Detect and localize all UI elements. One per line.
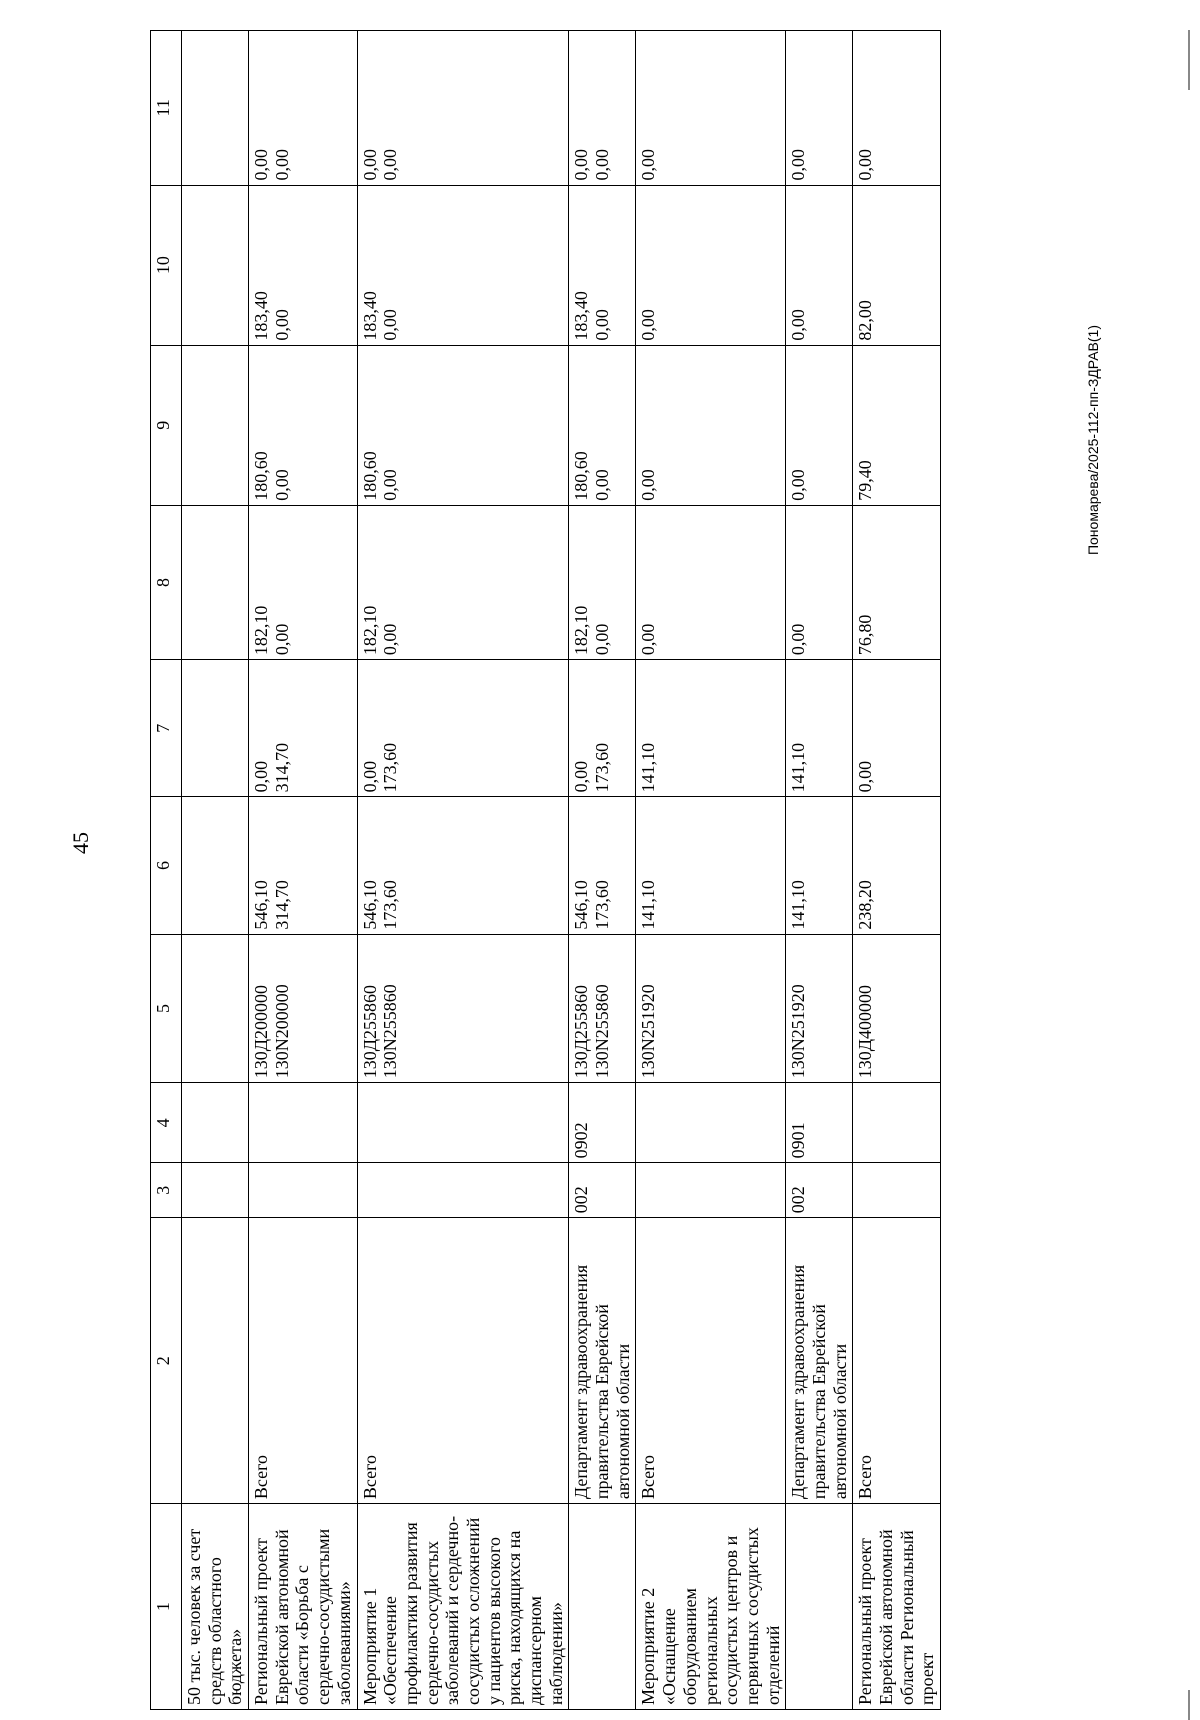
table-cell: 0,00 bbox=[853, 660, 941, 797]
table-cell bbox=[182, 934, 249, 1083]
table-cell bbox=[357, 1163, 569, 1218]
table-cell: 183,40 0,00 bbox=[249, 185, 357, 345]
table-cell: 0,00 bbox=[636, 345, 786, 505]
table-cell bbox=[182, 1218, 249, 1504]
table-cell: Департамент здравоохранения правительства Еврейской автономной области bbox=[569, 1218, 636, 1504]
table-cell: 002 bbox=[786, 1163, 853, 1218]
table-cell: 238,20 bbox=[853, 797, 941, 934]
column-header: 7 bbox=[151, 660, 182, 797]
table-cell: 0,00 bbox=[636, 31, 786, 186]
table-cell: 546,10 173,60 bbox=[357, 797, 569, 934]
table-cell: 0,00 bbox=[853, 31, 941, 186]
table-cell: 50 тыс. человек за счет средств областного бюджета» bbox=[182, 1504, 249, 1710]
table-cell bbox=[853, 1163, 941, 1218]
table-cell: Всего bbox=[249, 1218, 357, 1504]
table-cell bbox=[182, 797, 249, 934]
table-row bbox=[853, 31, 941, 1710]
table-cell: 0901 bbox=[786, 1083, 853, 1163]
table-cell: 182,10 0,00 bbox=[569, 505, 636, 659]
budget-table bbox=[150, 30, 941, 1710]
column-header: 11 bbox=[151, 31, 182, 186]
table-cell: 183,40 0,00 bbox=[357, 185, 569, 345]
column-header: 8 bbox=[151, 505, 182, 659]
table-cell: Всего bbox=[853, 1218, 941, 1504]
table-cell: 002 bbox=[569, 1163, 636, 1218]
column-header: 9 bbox=[151, 345, 182, 505]
table-cell: 0,00 bbox=[636, 505, 786, 659]
table-cell bbox=[182, 1083, 249, 1163]
table-row bbox=[636, 31, 786, 1710]
table-row bbox=[249, 31, 357, 1710]
table-cell bbox=[636, 1163, 786, 1218]
table-cell bbox=[786, 1504, 853, 1710]
table-cell: Мероприятие 1 «Обеспечение профилактики развития сердечно-сосудистых заболеваний и сердечно-сосудистых осложнений у пациентов высокого риска, находящихся на диспансерном наблюдении» bbox=[357, 1504, 569, 1710]
table-cell: 0,00 0,00 bbox=[357, 31, 569, 186]
table-cell: 130Д255860 130N255860 bbox=[357, 934, 569, 1083]
table-cell: Всего bbox=[357, 1218, 569, 1504]
table-cell: 0,00 bbox=[636, 185, 786, 345]
table-cell bbox=[182, 505, 249, 659]
table-cell bbox=[249, 1163, 357, 1218]
table-cell: 180,60 0,00 bbox=[569, 345, 636, 505]
table-cell: 141,10 bbox=[786, 660, 853, 797]
table-cell: 0,00 314,70 bbox=[249, 660, 357, 797]
table-cell bbox=[636, 1083, 786, 1163]
table-cell bbox=[182, 1163, 249, 1218]
column-header: 1 bbox=[151, 1504, 182, 1710]
table-cell: 141,10 bbox=[786, 797, 853, 934]
table-cell bbox=[357, 1083, 569, 1163]
table-row bbox=[569, 31, 636, 1710]
table-cell: Департамент здравоохранения правительства Еврейской автономной области bbox=[786, 1218, 853, 1504]
table-cell bbox=[569, 1504, 636, 1710]
table-cell: 0,00 0,00 bbox=[569, 31, 636, 186]
table-cell: 130N251920 bbox=[636, 934, 786, 1083]
column-header: 6 bbox=[151, 797, 182, 934]
scan-edge-line bbox=[1188, 1690, 1190, 1720]
table-container bbox=[150, 30, 980, 1710]
table-cell: 180,60 0,00 bbox=[249, 345, 357, 505]
table-cell: 546,10 314,70 bbox=[249, 797, 357, 934]
column-header: 5 bbox=[151, 934, 182, 1083]
table-cell: 76,80 bbox=[853, 505, 941, 659]
table-cell: 141,10 bbox=[636, 797, 786, 934]
table-cell: Всего bbox=[636, 1218, 786, 1504]
table-cell: 130Д200000 130N200000 bbox=[249, 934, 357, 1083]
table-cell bbox=[249, 1083, 357, 1163]
table-cell bbox=[182, 185, 249, 345]
table-cell: 0902 bbox=[569, 1083, 636, 1163]
table-cell bbox=[182, 345, 249, 505]
table-row bbox=[357, 31, 569, 1710]
column-header: 2 bbox=[151, 1218, 182, 1504]
table-cell: 130Д255860 130N255860 bbox=[569, 934, 636, 1083]
table-cell: 0,00 bbox=[786, 345, 853, 505]
table-cell: 130Д400000 bbox=[853, 934, 941, 1083]
table-body bbox=[182, 31, 941, 1710]
column-header: 3 bbox=[151, 1163, 182, 1218]
table-cell: 0,00 0,00 bbox=[249, 31, 357, 186]
table-cell bbox=[182, 660, 249, 797]
table-cell: 182,10 0,00 bbox=[357, 505, 569, 659]
table-cell: 141,10 bbox=[636, 660, 786, 797]
footer-reference: Пономарева/2025-112-пп-ЗДРАВ(1) bbox=[1085, 325, 1101, 556]
page-number: 45 bbox=[68, 832, 93, 854]
rotated-table-area bbox=[150, 30, 980, 1710]
table-cell bbox=[182, 31, 249, 186]
table-cell: 546,10 173,60 bbox=[569, 797, 636, 934]
table-cell: 79,40 bbox=[853, 345, 941, 505]
table-cell: 0,00 173,60 bbox=[357, 660, 569, 797]
table-row bbox=[786, 31, 853, 1710]
table-cell: 182,10 0,00 bbox=[249, 505, 357, 659]
table-cell: Региональный проект Еврейской автономной области «Борьба с сердечно-сосудистыми заболеваниями» bbox=[249, 1504, 357, 1710]
table-cell: 183,40 0,00 bbox=[569, 185, 636, 345]
table-cell: 0,00 bbox=[786, 505, 853, 659]
column-header: 4 bbox=[151, 1083, 182, 1163]
table-cell: 0,00 bbox=[786, 185, 853, 345]
table-row bbox=[182, 31, 249, 1710]
scan-edge-line bbox=[1188, 30, 1190, 90]
table-cell: 180,60 0,00 bbox=[357, 345, 569, 505]
table-cell: Мероприятие 2 «Оснащение оборудованием региональных сосудистых центров и первичных сосудистых отделений bbox=[636, 1504, 786, 1710]
table-cell: 0,00 173,60 bbox=[569, 660, 636, 797]
column-header: 10 bbox=[151, 185, 182, 345]
table-header-row bbox=[151, 31, 182, 1710]
table-cell: 0,00 bbox=[786, 31, 853, 186]
table-cell: 82,00 bbox=[853, 185, 941, 345]
table-cell bbox=[853, 1083, 941, 1163]
table-cell: 130N251920 bbox=[786, 934, 853, 1083]
table-cell: Региональный проект Еврейской автономной области Региональный проект bbox=[853, 1504, 941, 1710]
